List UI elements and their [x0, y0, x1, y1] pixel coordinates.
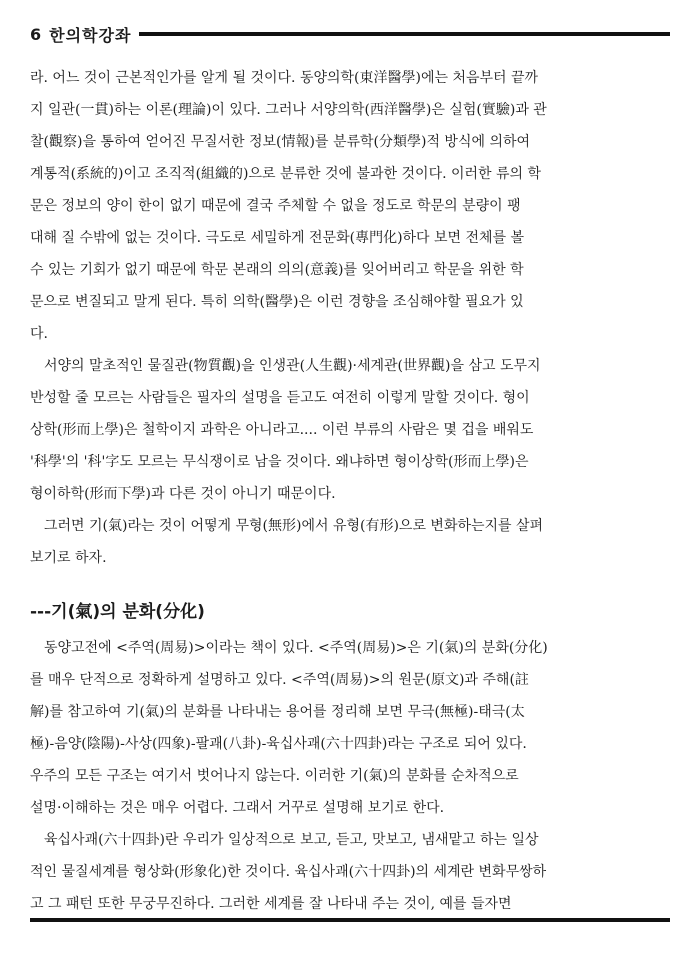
- text-line: 문은 정보의 양이 한이 없기 때문에 결국 주체할 수 없을 정도로 학문의 분량이 팽: [30, 198, 521, 214]
- text-line: 보기로 하자.: [30, 550, 107, 566]
- text-line: 대해 질 수밖에 없는 것이다. 극도로 세밀하게 전문화(專門化)하다 보면 전체를 볼: [30, 230, 525, 246]
- paragraph-3: [30, 510, 670, 574]
- text-line: '科學'의 '科'字도 모르는 무식쟁이로 남을 것이다. 왜냐하면 형이상학(形而上學)은: [30, 454, 529, 470]
- text-line: 동양고전에 <주역(周易)>이라는 책이 있다. <주역(周易)>은 기(氣)의 분화(分化): [44, 640, 548, 656]
- text-line: 반성할 줄 모르는 사람들은 필자의 설명을 듣고도 여전히 이렇게 말할 것이다. 형이: [30, 390, 530, 406]
- section-heading: ---기(氣)의 분화(分化): [30, 602, 205, 622]
- footer-rule: [30, 918, 670, 922]
- body-text: [30, 62, 670, 920]
- text-line: 고 그 패턴 또한 무궁무진하다. 그러한 세계를 잘 나타내 주는 것이, 예를 들자면: [30, 896, 512, 912]
- text-line: 極)-음양(陰陽)-사상(四象)-팔괘(八卦)-육십사괘(六十四卦)라는 구조로 되어 있다.: [30, 736, 527, 752]
- text-line: 다.: [30, 326, 48, 342]
- text-line: 상학(形而上學)은 철학이지 과학은 아니라고.... 이런 부류의 사람은 몇 겁을 배워도: [30, 422, 534, 438]
- paragraph-4: [30, 632, 670, 824]
- text-line: 계통적(系統的)이고 조직적(組織的)으로 분류한 것에 불과한 것이다. 이러한 류의 학: [30, 166, 542, 182]
- text-line: 解)를 참고하여 기(氣)의 분화를 나타내는 용어를 정리해 보면 무극(無極)-태극(太: [30, 704, 525, 720]
- text-line: 라. 어느 것이 근본적인가를 알게 될 것이다. 동양의학(東洋醫學)에는 처음부터 끝까: [30, 70, 539, 86]
- text-line: 지 일관(一貫)하는 이론(理論)이 있다. 그러나 서양의학(西洋醫學)은 실험(實驗)과 관: [30, 102, 547, 118]
- text-line: 우주의 모든 구조는 여기서 벗어나지 않는다. 이러한 기(氣)의 분화를 순차적으로: [30, 768, 519, 784]
- paragraph-2: [30, 350, 670, 510]
- text-line: 를 매우 단적으로 정확하게 설명하고 있다. <주역(周易)>의 원문(原文)과 주해(註: [30, 672, 529, 688]
- text-line: 형이하학(形而下學)과 다른 것이 아니기 때문이다.: [30, 486, 336, 502]
- text-line: 수 있는 기회가 없기 때문에 학문 본래의 의의(意義)를 잊어버리고 학문을 위한 학: [30, 262, 524, 278]
- text-line: 육십사괘(六十四卦)란 우리가 일상적으로 보고, 듣고, 맛보고, 냄새맡고 하는 일상: [44, 832, 539, 848]
- text-line: 그러면 기(氣)라는 것이 어떻게 무형(無形)에서 유형(有形)으로 변화하는지를 살펴: [44, 518, 544, 534]
- text-line: 찰(觀察)을 통하여 얻어진 무질서한 정보(情報)를 분류학(分類學)적 방식에 의하여: [30, 134, 531, 150]
- page-number: 6: [30, 24, 42, 44]
- running-header: [30, 24, 670, 44]
- text-line: 적인 물질세계를 형상화(形象化)한 것이다. 육십사괘(六十四卦)의 세계란 변화무쌍하: [30, 864, 547, 880]
- text-line: 서양의 말초적인 물질관(物質觀)을 인생관(人生觀)·세계관(世界觀)을 삼고 도무지: [44, 358, 541, 374]
- paragraph-1: [30, 62, 670, 350]
- header-rule: [139, 32, 670, 36]
- text-line: 설명·이해하는 것은 매우 어렵다. 그래서 거꾸로 설명해 보기로 한다.: [30, 800, 445, 816]
- text-line: 문으로 변질되고 말게 된다. 특히 의학(醫學)은 이런 경향을 조심해야할 필요가 있: [30, 294, 524, 310]
- paragraph-5: [30, 824, 670, 920]
- book-title: 한의학강좌: [49, 25, 132, 45]
